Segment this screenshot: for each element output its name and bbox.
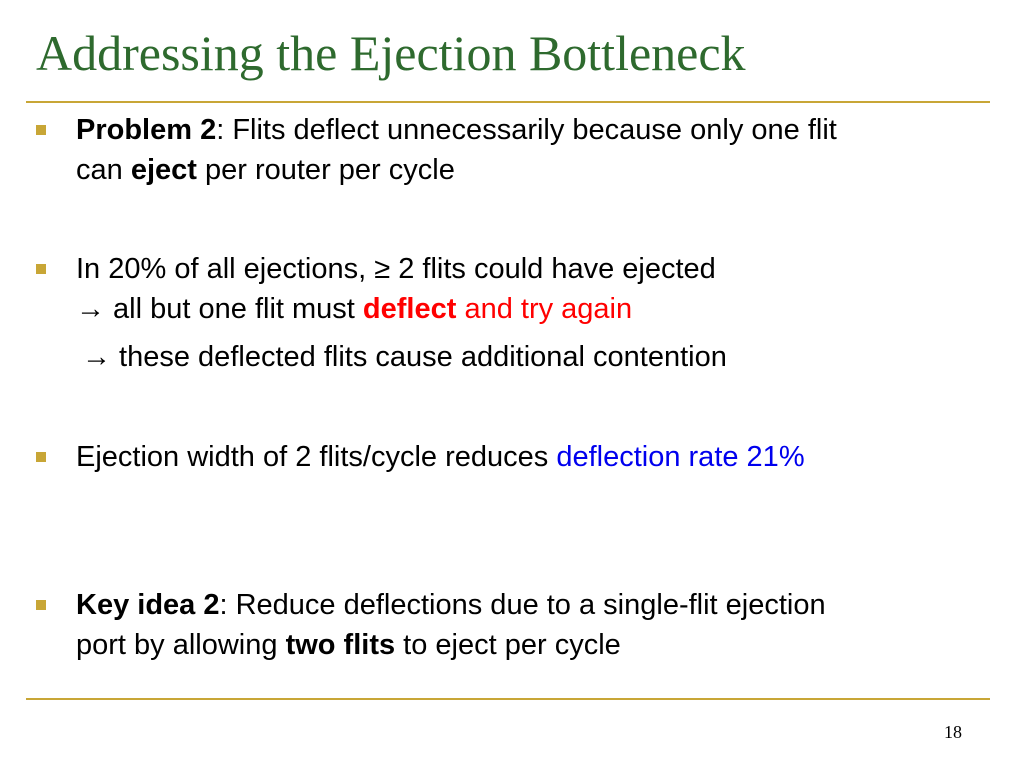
- bullet-text: to eject per cycle: [395, 629, 621, 661]
- bullet-emphasis-red: deflect: [362, 293, 457, 325]
- square-bullet-icon: [36, 452, 46, 462]
- slide-number: 18: [944, 722, 962, 742]
- bullet-lead: Key idea 2: [76, 589, 220, 621]
- bullet-line: [76, 437, 996, 477]
- bullet-line: [76, 337, 996, 377]
- bullet-text: can: [76, 154, 131, 186]
- right-arrow-icon: →: [76, 293, 105, 325]
- bullet-emphasis: two flits: [285, 629, 396, 661]
- bullet-text: port by allowing: [76, 629, 286, 661]
- bullet-line: [76, 150, 996, 190]
- bullet-ejection-stats: [76, 249, 996, 377]
- square-bullet-icon: [36, 125, 46, 135]
- bullet-line: [76, 110, 996, 150]
- bullet-emphasis: eject: [130, 154, 197, 186]
- bullet-text: these deflected flits cause additional contention: [111, 341, 727, 373]
- bullet-lead: Problem 2: [76, 114, 217, 146]
- bullet-text: : Flits deflect unnecessarily because only one flit: [216, 114, 837, 146]
- bullet-highlight-blue: deflection rate 21%: [556, 441, 805, 473]
- bullet-line: [76, 625, 996, 665]
- slide-title: Addressing the Ejection Bottleneck: [36, 25, 746, 81]
- bullet-key-idea-2: [76, 585, 996, 665]
- bullet-text: per router per cycle: [196, 154, 455, 186]
- bullet-line: [76, 585, 996, 625]
- footer-divider: [26, 698, 990, 700]
- bullet-line: [76, 289, 996, 329]
- right-arrow-icon: →: [82, 341, 111, 373]
- bullet-text: : Reduce deflections due to a single-flit ejection: [219, 589, 826, 621]
- bullet-line: In 20% of all ejections, ≥ 2 flits could have ejected: [76, 253, 716, 285]
- bullet-text: all but one flit must: [105, 293, 363, 325]
- square-bullet-icon: [36, 600, 46, 610]
- bullet-problem-2: [76, 110, 996, 190]
- square-bullet-icon: [36, 264, 46, 274]
- bullet-text-red: and try again: [456, 293, 633, 325]
- bullet-text: Ejection width of 2 flits/cycle reduces: [76, 441, 557, 473]
- bullet-ejection-width: [76, 437, 996, 477]
